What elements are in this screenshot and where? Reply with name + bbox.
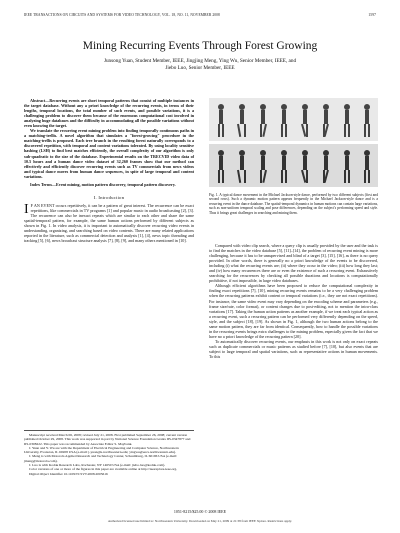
intro-text: F AN EVENT occurs repetitively, it can be a pattern of great interest. The recurrence can be exact repetitions, like commercials in TV programs [1] and popular music in audio broadcasting [2], [3]. The recurrence can also be inexact repeats which are similar to each other and share the same spatial-temporal pattern, for example, the same human actions performed by different subjects as shown in Fig. 1. In video analysis, it is important to automatically discover recurring video events in understanding, organizing, and searching based on video contents. There are many related applications reported in the literature, such as commercial detection and analysis [1], [4], news topic threading and tracking [5], [6], news broadcast structure analysis [7], [8], [9], and many others mentioned in [10]. bbox=[24, 202, 194, 244]
footnote-line: Digital Object Identifier 10.1109/TCSVT.2008.2005616 bbox=[29, 471, 108, 476]
authors-line-1: Junsong Yuan, Student Member, IEEE, Jingjing Meng, Ying Wu, Senior Member, IEEE, and bbox=[103, 58, 297, 64]
page-number: 1597 bbox=[368, 13, 376, 17]
footnote-line: J. Yuan and Y. Wu are with the Department of Electrical Engineering and Computer Science, Northwestern University, Evanston, IL 60208 USA (e-mail: j-yuan@u.northwestern.edu; yingwu@eecs.northwestern.edu). bbox=[24, 445, 179, 455]
drop-cap: I bbox=[24, 201, 29, 217]
figure-dance-frames bbox=[209, 98, 378, 188]
abstract bbox=[24, 98, 194, 187]
footnote-line: J. Meng is with Motorola Applied Research and Technology Center, Schaumburg, IL 60196 USA (e-mail: jmeng@motorola.com). bbox=[24, 454, 177, 463]
index-terms: Index Terms—Event mining, motion pattern discovery, temporal pattern discovery. bbox=[30, 181, 176, 187]
figure-caption: Fig. 1. A typical dance movement in the Michael Jackson-style dance, performed by two different subjects (first and second rows). Such a dynamic motion pattern appears frequently in the Michael Jackson-style dance and is a recurring event in the dance database. The spatial-temporal dynamics in human motions can contain large variations, such as non-uniform temporal scaling and pose differences, depending on the subject's performing speed and style. Thus it brings great challenges in searching and mining them. bbox=[209, 193, 378, 215]
frame-row-1 bbox=[209, 98, 378, 141]
author-list bbox=[0, 58, 400, 72]
left-column bbox=[24, 98, 194, 243]
license-line: Authorized licensed use limited to: Northwestern University. Downloaded on May 21, 2009 at 21:38 from IEEE Xplore. Restrictions apply. bbox=[107, 519, 293, 523]
journal-header: IEEE TRANSACTIONS ON CIRCUITS AND SYSTEMS FOR VIDEO TECHNOLOGY, VOL. 18, NO. 11, NOVEMBER 2008 bbox=[24, 13, 220, 17]
footnote bbox=[24, 430, 194, 476]
section-heading: I. Introduction bbox=[93, 194, 125, 200]
right-column bbox=[209, 243, 378, 359]
body-paragraph: Compared with video clip search, where a query clip is usually provided by the user and the task is to find the matches in the video database [5], [11]–[14], the problem of recurring event mining is more challenging, because it has to be unsupervised and blind of a target [3], [15], [16], as there is no query provided. In other words, there is generally no a priori knowledge of the events to be discovered, including (i) what the recurring events are; (ii) where they occur in the video; (iii) how long they last; and (iv) how many recurrences there are or even the existence of such a recurring event. Exhaustively searching for the recurrences by checking all possible durations and locations is computationally prohibitive, if not impossible, in large video databases. bbox=[209, 243, 378, 284]
body-paragraph: To automatically discover recurring events, our emphasis in this work is not only on exact repeats such as duplicate commercials or music patterns as studied before [7], [10], but also events that are subject to large temporal and spatial variations, such as representative actions in human movements. To this bbox=[209, 338, 378, 360]
authors-line-2: Jiebo Luo, Senior Member, IEEE bbox=[165, 65, 235, 71]
paper-title: Mining Recurring Events Through Forest Growing bbox=[82, 40, 318, 52]
footnote-line: J. Luo is with Kodak Research Labs, Rochester, NY 14650 USA (e-mail: jiebo.luo@kodak.com). bbox=[29, 463, 166, 468]
intro-paragraph bbox=[24, 203, 194, 243]
dance-frames-image bbox=[209, 98, 378, 188]
body-paragraph: Although efficient algorithms have been proposed to reduce the computational complexity in finding exact repetitions [7], [10], mining recurring events remains to be a very challenging problem when the recurring patterns exhibit content or temporal variations (i.e., they are not exact repetitions). For instance, the same video event may vary depending on the encoding scheme and parameters (e.g., frame size/rate, color format), or content changes due to post-editing, not to mention the intra-class variations [17]. Taking the human action patterns as another example, if we treat each typical action as a recurring event, such a recurring pattern can be performed very differently depending on the speed, style, and the subject [18], [19]. As shown in Fig. 1, although the two human actions belong to the same motion pattern, they are far from identical. Consequently, how to handle the possible variations in the recurring events brings extra challenges to the mining problem, especially given the fact that we have no a priori knowledge of the recurring pattern [20]. bbox=[209, 283, 378, 339]
abstract-paragraph: We translate the recurring event mining problem into finding temporally continuous paths in a matching-trellis. A novel algorithm that simulates a "forest-growing" procedure in the matching-trellis is proposed. Each tree branch in the resulting forest naturally corresponds to a discovered repetition, with temporal and content variations tolerated. By using locality sensitive hashing (LSH) to find best matches efficiently, the overall complexity of our algorithm is only sub-quadratic to the size of the database. Experimental results on the TRECVID video data of 10.5 hours and a human dance video dataset of 32,260 frames show that our method can effectively and efficiently discover recurring events such as TV commercials from news videos and typical dance moves from human dance sequences, in spite of large temporal and content variations. bbox=[24, 128, 194, 179]
abstract-paragraph: Abstract—Recurring events are short temporal patterns that consist of multiple instances in the target database. Without any a priori knowledge of the recurring events, in terms of their lengths, temporal locations, the total number of such events, and possible variations, it is a challenging problem to discover them because of the enormous computational cost involved in analyzing huge databases and the difficulty in accommodating all the possible variations without even knowing the target. bbox=[24, 98, 194, 129]
copyright-line: 1051-8215/$25.00 © 2008 IEEE bbox=[173, 509, 227, 514]
footnote-line: Manuscript received March 06, 2008; revised July 21, 2008. First published September 26, 2008; current version published October 29, 2008. This work was supported in part by National Science Foundation Grants IIS-0347877 and IIS-0308222. This paper was recommended by Associate Editor S. Maybank. bbox=[24, 433, 191, 446]
frame-row-2 bbox=[209, 144, 378, 187]
footnote-line: Color versions of one or more of the figures in this paper are available online at http://ieeexplore.ieee.org. bbox=[29, 467, 178, 472]
running-header bbox=[24, 13, 376, 17]
